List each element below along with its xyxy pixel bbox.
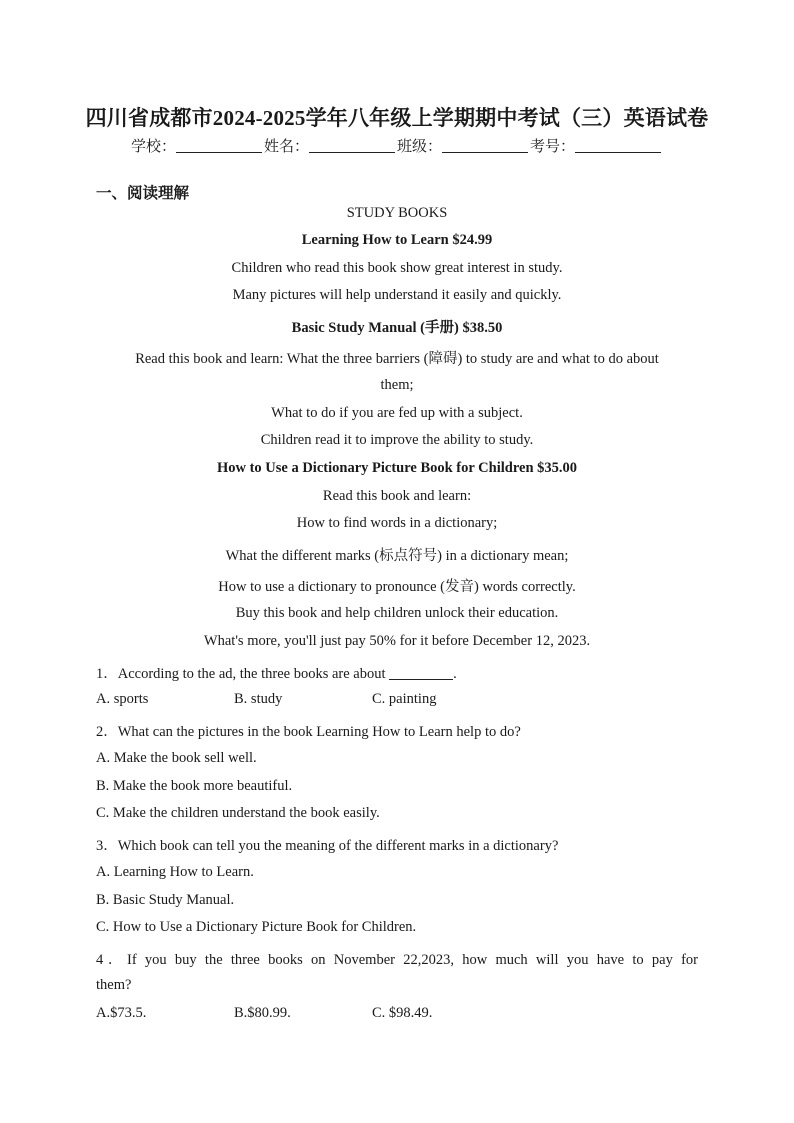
- question-3-stem: 3．Which book can tell you the meaning of the different marks in a dictionary?: [96, 838, 559, 854]
- section-title: 一、阅读理解: [96, 185, 190, 202]
- option-a[interactable]: A. Make the book sell well.: [96, 750, 257, 766]
- book2-line: them;: [380, 377, 414, 393]
- option-c[interactable]: C. painting: [372, 691, 437, 707]
- book3-line: Buy this book and help children unlock their education.: [235, 605, 559, 621]
- option-c[interactable]: C. Make the children understand the book easily.: [96, 805, 380, 821]
- book3-line: What's more, you'll just pay 50% for it before December 12, 2023.: [203, 633, 591, 649]
- book3-line: How to find words in a dictionary;: [296, 515, 498, 531]
- school-label: 学校：: [130, 139, 176, 155]
- ad-heading: STUDY BOOKS: [346, 205, 448, 221]
- option-a[interactable]: A. Learning How to Learn.: [96, 864, 254, 880]
- option-c[interactable]: C. $98.49.: [372, 1005, 433, 1021]
- question-1-stem: [96, 662, 698, 683]
- question-4-stem-continued: them?: [96, 977, 132, 993]
- school-blank[interactable]: [176, 138, 262, 153]
- book1-line: Children who read this book show great interest in study.: [231, 260, 563, 276]
- name-label: 姓名：: [263, 139, 309, 155]
- option-b[interactable]: B.$80.99.: [234, 1005, 291, 1021]
- question-4-stem: 4．If you buy the three books on November 22,2023, how much will you have to pay for: [96, 952, 698, 968]
- book1-title: Learning How to Learn $24.99: [301, 232, 493, 248]
- question-1-text: 1．According to the ad, the three books are about: [96, 666, 386, 682]
- option-b[interactable]: B. study: [234, 691, 283, 707]
- book3-line: How to use a dictionary to pronounce (发音) words correctly.: [218, 579, 576, 595]
- number-blank[interactable]: [575, 138, 661, 153]
- option-c[interactable]: C. How to Use a Dictionary Picture Book for Children.: [96, 919, 417, 935]
- book3-title: How to Use a Dictionary Picture Book for Children $35.00: [216, 460, 578, 476]
- book1-line: Many pictures will help understand it easily and quickly.: [232, 287, 562, 303]
- question-1-period: .: [453, 666, 457, 682]
- answer-blank[interactable]: [389, 667, 453, 680]
- book2-line: Read this book and learn: What the three barriers (障碍) to study are and what to do about: [135, 351, 659, 367]
- question-1-options: [96, 691, 698, 708]
- book2-line: Children read it to improve the ability to study.: [260, 432, 534, 448]
- name-blank[interactable]: [309, 138, 395, 153]
- book3-line: What the different marks (标点符号) in a dictionary mean;: [225, 548, 569, 564]
- option-b[interactable]: B. Make the book more beautiful.: [96, 778, 293, 794]
- class-blank[interactable]: [442, 138, 528, 153]
- student-info-line: [0, 135, 794, 156]
- question-4-options: [96, 1005, 698, 1022]
- book2-title: Basic Study Manual (手册) $38.50: [291, 320, 503, 336]
- question-2-stem: 2．What can the pictures in the book Learning How to Learn help to do?: [96, 724, 521, 740]
- exam-title: 四川省成都市2024-2025学年八年级上学期期中考试（三）英语试卷: [85, 106, 709, 130]
- book3-line: Read this book and learn:: [322, 488, 472, 504]
- option-a[interactable]: A.$73.5.: [96, 1005, 147, 1021]
- class-label: 班级：: [397, 139, 443, 155]
- number-label: 考号：: [530, 139, 576, 155]
- book2-line: What to do if you are fed up with a subject.: [271, 405, 523, 421]
- option-a[interactable]: A. sports: [96, 691, 149, 707]
- option-b[interactable]: B. Basic Study Manual.: [96, 892, 235, 908]
